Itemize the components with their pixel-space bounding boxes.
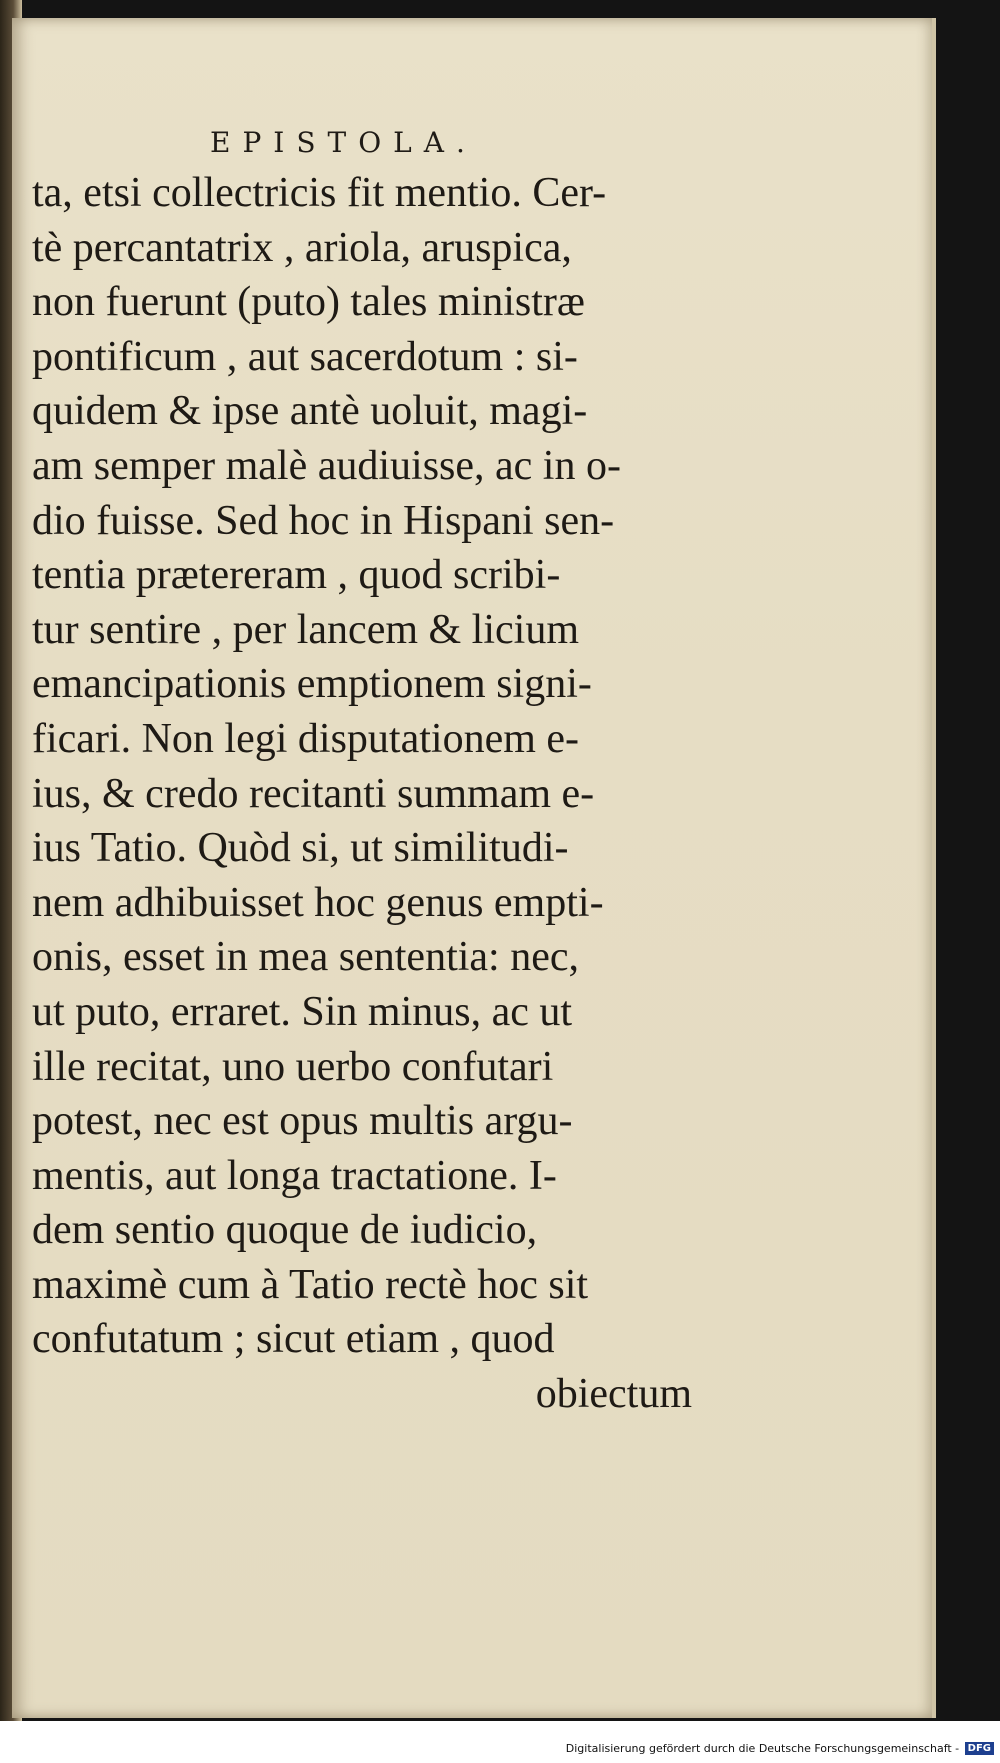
text-line: tur sentire , per lancem & licium	[32, 606, 579, 653]
text-line: non fuerunt (puto) tales ministræ	[32, 279, 585, 326]
text-line: ille recitat, uno uerbo confutari	[32, 1043, 554, 1090]
text-line: am semper malè audiuisse, ac in o-	[32, 442, 621, 489]
text-line: pontificum , aut sacerdotum : si-	[32, 333, 578, 380]
text-line: ius, & credo recitanti summam e-	[32, 770, 595, 817]
text-line: ta, etsi collectricis fit mentio. Cer-	[32, 170, 607, 216]
book-page	[12, 18, 936, 1718]
running-head: EPISTOLA.	[210, 126, 477, 159]
text-line: dio fuisse. Sed hoc in Hispani sen-	[32, 497, 615, 544]
text-line: onis, esset in mea sententia: nec,	[32, 934, 580, 981]
text-line: quidem & ipse antè uoluit, magi-	[32, 388, 588, 435]
digitization-credit	[566, 1742, 994, 1756]
text-line: ius Tatio. Quòd si, ut similitudi-	[32, 825, 569, 872]
text-line: tentia prætereram , quod scribi-	[32, 552, 561, 599]
text-line: tè percantatrix , ariola, aruspica,	[32, 224, 572, 271]
text-line: potest, nec est opus multis argu-	[32, 1098, 573, 1145]
catchword: obiectum	[535, 1371, 692, 1418]
text-line: mentis, aut longa tractatione. I-	[32, 1152, 557, 1199]
credit-text: Digitalisierung gefördert durch die Deutsche Forschungsgemeinschaft -	[565, 1741, 960, 1755]
text-block	[32, 166, 692, 1422]
text-line: confutatum ; sicut etiam , quod	[32, 1316, 555, 1363]
text-line: ut puto, erraret. Sin minus, ac ut	[32, 988, 573, 1035]
text-line: maximè cum à Tatio rectè hoc sit	[32, 1261, 589, 1308]
dfg-logo-icon: DFG	[965, 1742, 994, 1755]
text-line: nem adhibuisset hoc genus empti-	[32, 879, 604, 926]
text-line: ficari. Non legi disputationem e-	[32, 715, 580, 762]
text-line: dem sentio quoque de iudicio,	[32, 1207, 538, 1254]
text-line: emancipationis emptionem signi-	[32, 661, 592, 708]
footer-strip	[0, 1721, 1000, 1763]
